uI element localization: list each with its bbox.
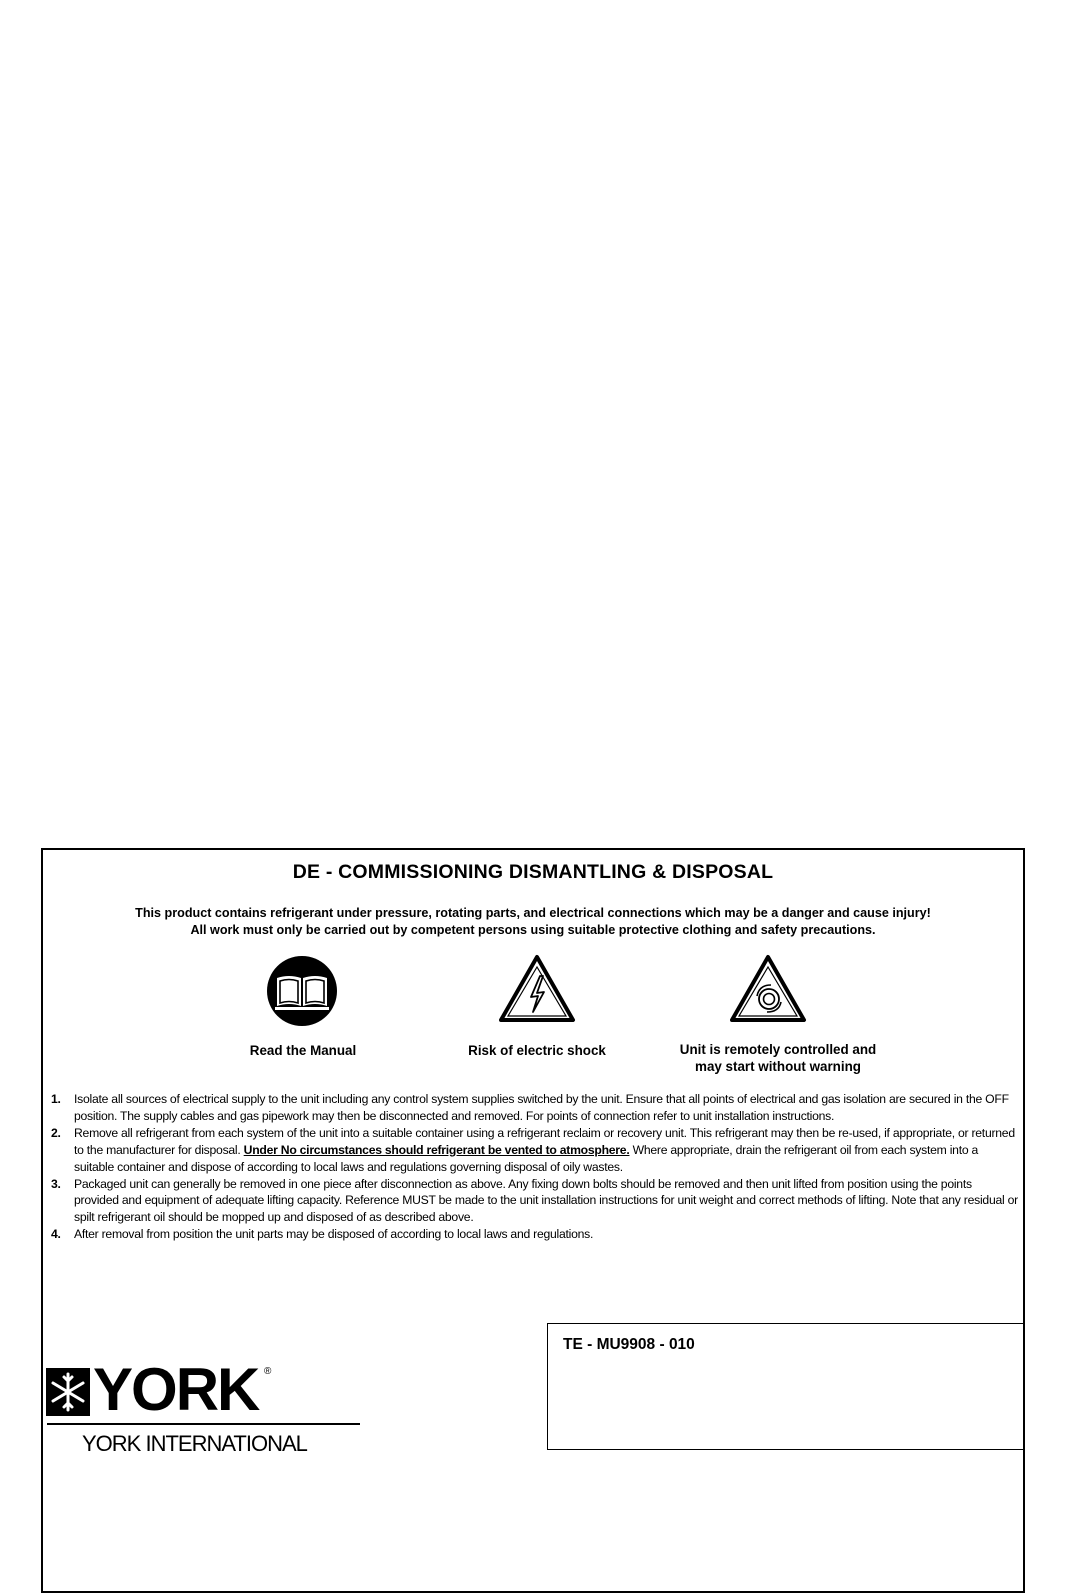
- item-text: Packaged unit can generally be removed in one piece after disconnection as above. Any fixing down bolts should be removed and then unit lifted from position using the points provided and equipment of adequate lifting capacity. Reference MUST be made to the unit installation instructions for unit weight and correct methods of lifting. Note that any residual or spilt refrigerant oil should be mopped up and disposed of as described above.: [74, 1176, 1018, 1225]
- list-item: [51, 1125, 1019, 1176]
- item-number: 4.: [51, 1227, 61, 1242]
- list-item: [51, 1176, 1019, 1227]
- document-reference-box: [547, 1323, 1025, 1450]
- item-text: After removal from position the unit parts may be disposed of according to local laws and regulations.: [74, 1227, 594, 1242]
- list-item: [51, 1091, 1019, 1125]
- read-manual-caption: Read the Manual: [249, 1043, 357, 1058]
- remote-control-caption-line-1: Unit is remotely controlled and: [679, 1042, 877, 1057]
- warning-line-2: All work must only be carried out by competent persons using suitable protective clothing and safety precautions.: [190, 923, 876, 937]
- item-text-continued: Where appropriate, drain the refrigerant oil from each system into a suitable container and dispose of according to local laws and regulations governing disposal of oily wastes.: [74, 1142, 979, 1174]
- logo-divider: [47, 1423, 360, 1425]
- remote-control-caption: [653, 1041, 903, 1075]
- book-icon: [265, 954, 339, 1028]
- warning-line-1: This product contains refrigerant under pressure, rotating parts, and electrical connections which may be a danger and cause injury!: [135, 906, 931, 920]
- company-name-rest: INTERNATIONAL: [140, 1431, 307, 1456]
- york-logo: [42, 1356, 362, 1460]
- item-text: Isolate all sources of electrical supply to the unit including any control system supplies switched by the unit. Ensure that all points of electrical and gas isolation are secured in the OFF position. The supply cables and gas pipework may then be disconnected and removed. For points of connection refer to unit installation instructions.: [74, 1092, 1009, 1123]
- electric-shock-icon: [498, 954, 576, 1024]
- electric-shock-caption: Risk of electric shock: [468, 1043, 606, 1058]
- registered-mark: ®: [264, 1366, 272, 1377]
- item-text: Remove all refrigerant from each system of the unit into a suitable container using a refrigerant reclaim or recovery unit. This refrigerant may then be re-used, if appropriate, or returned to the manufacturer for disposal.: [74, 1125, 1015, 1157]
- company-name: [82, 1431, 307, 1457]
- item-number: 3.: [51, 1176, 61, 1191]
- item-number: 2.: [51, 1125, 61, 1140]
- vent-warning-emphasis: Under No circumstances should refrigerant be vented to atmosphere.: [243, 1142, 630, 1157]
- rotating-parts-icon: [729, 954, 807, 1024]
- notice-title: DE - COMMISSIONING DISMANTLING & DISPOSAL: [292, 861, 774, 883]
- snowflake-icon: [46, 1368, 90, 1421]
- instruction-list: [51, 1091, 1019, 1243]
- item-number: 1.: [51, 1092, 61, 1106]
- company-name-bold: YORK: [82, 1431, 141, 1456]
- document-reference: TE - MU9908 - 010: [563, 1336, 695, 1353]
- disposal-notice-panel: [41, 848, 1025, 1593]
- brand-name: YORK: [93, 1356, 259, 1423]
- remote-control-caption-line-2: may start without warning: [695, 1059, 861, 1074]
- list-item: [51, 1226, 1019, 1243]
